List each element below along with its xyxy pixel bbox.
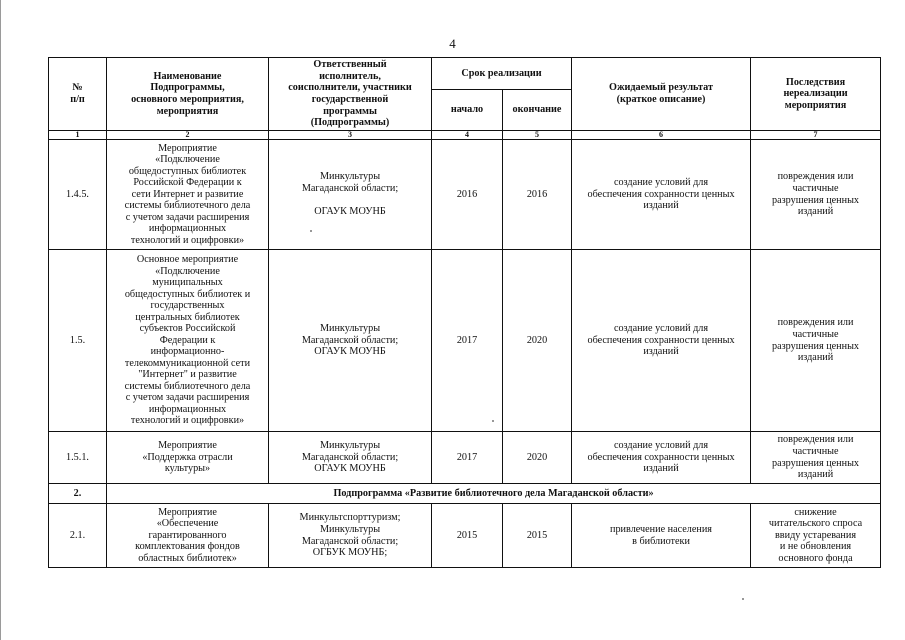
header-result: Ожидаемый результат (краткое описание) [572,58,751,131]
column-number: 2 [107,131,269,140]
row-start-year: 2017 [432,432,503,484]
row-num: 1.5.1. [49,432,107,484]
table-row [49,250,881,432]
row-consequence: повреждения или частичные разрушения ценных изданий [751,140,881,250]
row-consequence: снижение читательского спроса ввиду устаревания и не обновления основного фонда [751,504,881,568]
table-row [49,140,881,250]
column-number: 6 [572,131,751,140]
column-number: 5 [503,131,572,140]
subprogram-title: Подпрограмма «Развитие библиотечного дела Магаданской области» [107,484,881,504]
column-number: 4 [432,131,503,140]
scan-speck [310,230,312,232]
row-name: Основное мероприятие «Подключение муниципальных общедоступных библиотек и государственных центральных библиотек субъектов Российской Федерации к информационно- телекоммуникационной сети "Интернет" и развитие системы библиотечного дела с учетом задачи расширения информационных технологий и оцифровки» [107,250,269,432]
subprogram-row [49,484,881,504]
row-end-year: 2020 [503,250,572,432]
header-num: № п/п [49,58,107,131]
row-consequence: повреждения или частичные разрушения ценных изданий [751,250,881,432]
scan-speck [492,420,494,422]
row-name: Мероприятие «Поддержка отрасли культуры» [107,432,269,484]
page-number: 4 [449,36,456,51]
subprogram-num: 2. [49,484,107,504]
header-end: окончание [503,90,572,131]
row-start-year: 2015 [432,504,503,568]
row-num: 1.5. [49,250,107,432]
row-start-year: 2017 [432,250,503,432]
row-result: создание условий для обеспечения сохранности ценных изданий [572,250,751,432]
header-period: Срок реализации [432,58,572,90]
row-executor: Минкультспорттуризм; Минкультуры Магаданской области; ОГБУК МОУНБ; [269,504,432,568]
row-start-year: 2016 [432,140,503,250]
column-number: 1 [49,131,107,140]
header-executor: Ответственный исполнитель, соисполнители, участники государственной программы (Подпрограммы) [269,58,432,131]
column-number-row [49,131,881,140]
column-number: 3 [269,131,432,140]
row-result: создание условий для обеспечения сохранности ценных изданий [572,432,751,484]
program-table [48,57,881,568]
header-name: Наименование Подпрограммы, основного мероприятия, мероприятия [107,58,269,131]
page-edge-line [0,0,1,640]
row-num: 2.1. [49,504,107,568]
row-executor: Минкультуры Магаданской области; ОГАУК МОУНБ [269,140,432,250]
header-start: начало [432,90,503,131]
row-executor: Минкультуры Магаданской области; ОГАУК МОУНБ [269,250,432,432]
row-end-year: 2015 [503,504,572,568]
scan-speck [742,598,744,600]
row-result: привлечение населения в библиотеки [572,504,751,568]
row-end-year: 2020 [503,432,572,484]
table-row [49,432,881,484]
header-row-1 [49,58,881,90]
row-result: создание условий для обеспечения сохранности ценных изданий [572,140,751,250]
row-num: 1.4.5. [49,140,107,250]
column-number: 7 [751,131,881,140]
row-name: Мероприятие «Обеспечение гарантированного комплектования фондов областных библиотек» [107,504,269,568]
row-consequence: повреждения или частичные разрушения ценных изданий [751,432,881,484]
row-executor: Минкультуры Магаданской области; ОГАУК МОУНБ [269,432,432,484]
header-consequence: Последствия нереализации мероприятия [751,58,881,131]
row-end-year: 2016 [503,140,572,250]
table-row [49,504,881,568]
row-name: Мероприятие «Подключение общедоступных библиотек Российской Федерации к сети Интернет и развитие системы библиотечного дела с учетом задачи расширения информационных технологий и оцифровки» [107,140,269,250]
